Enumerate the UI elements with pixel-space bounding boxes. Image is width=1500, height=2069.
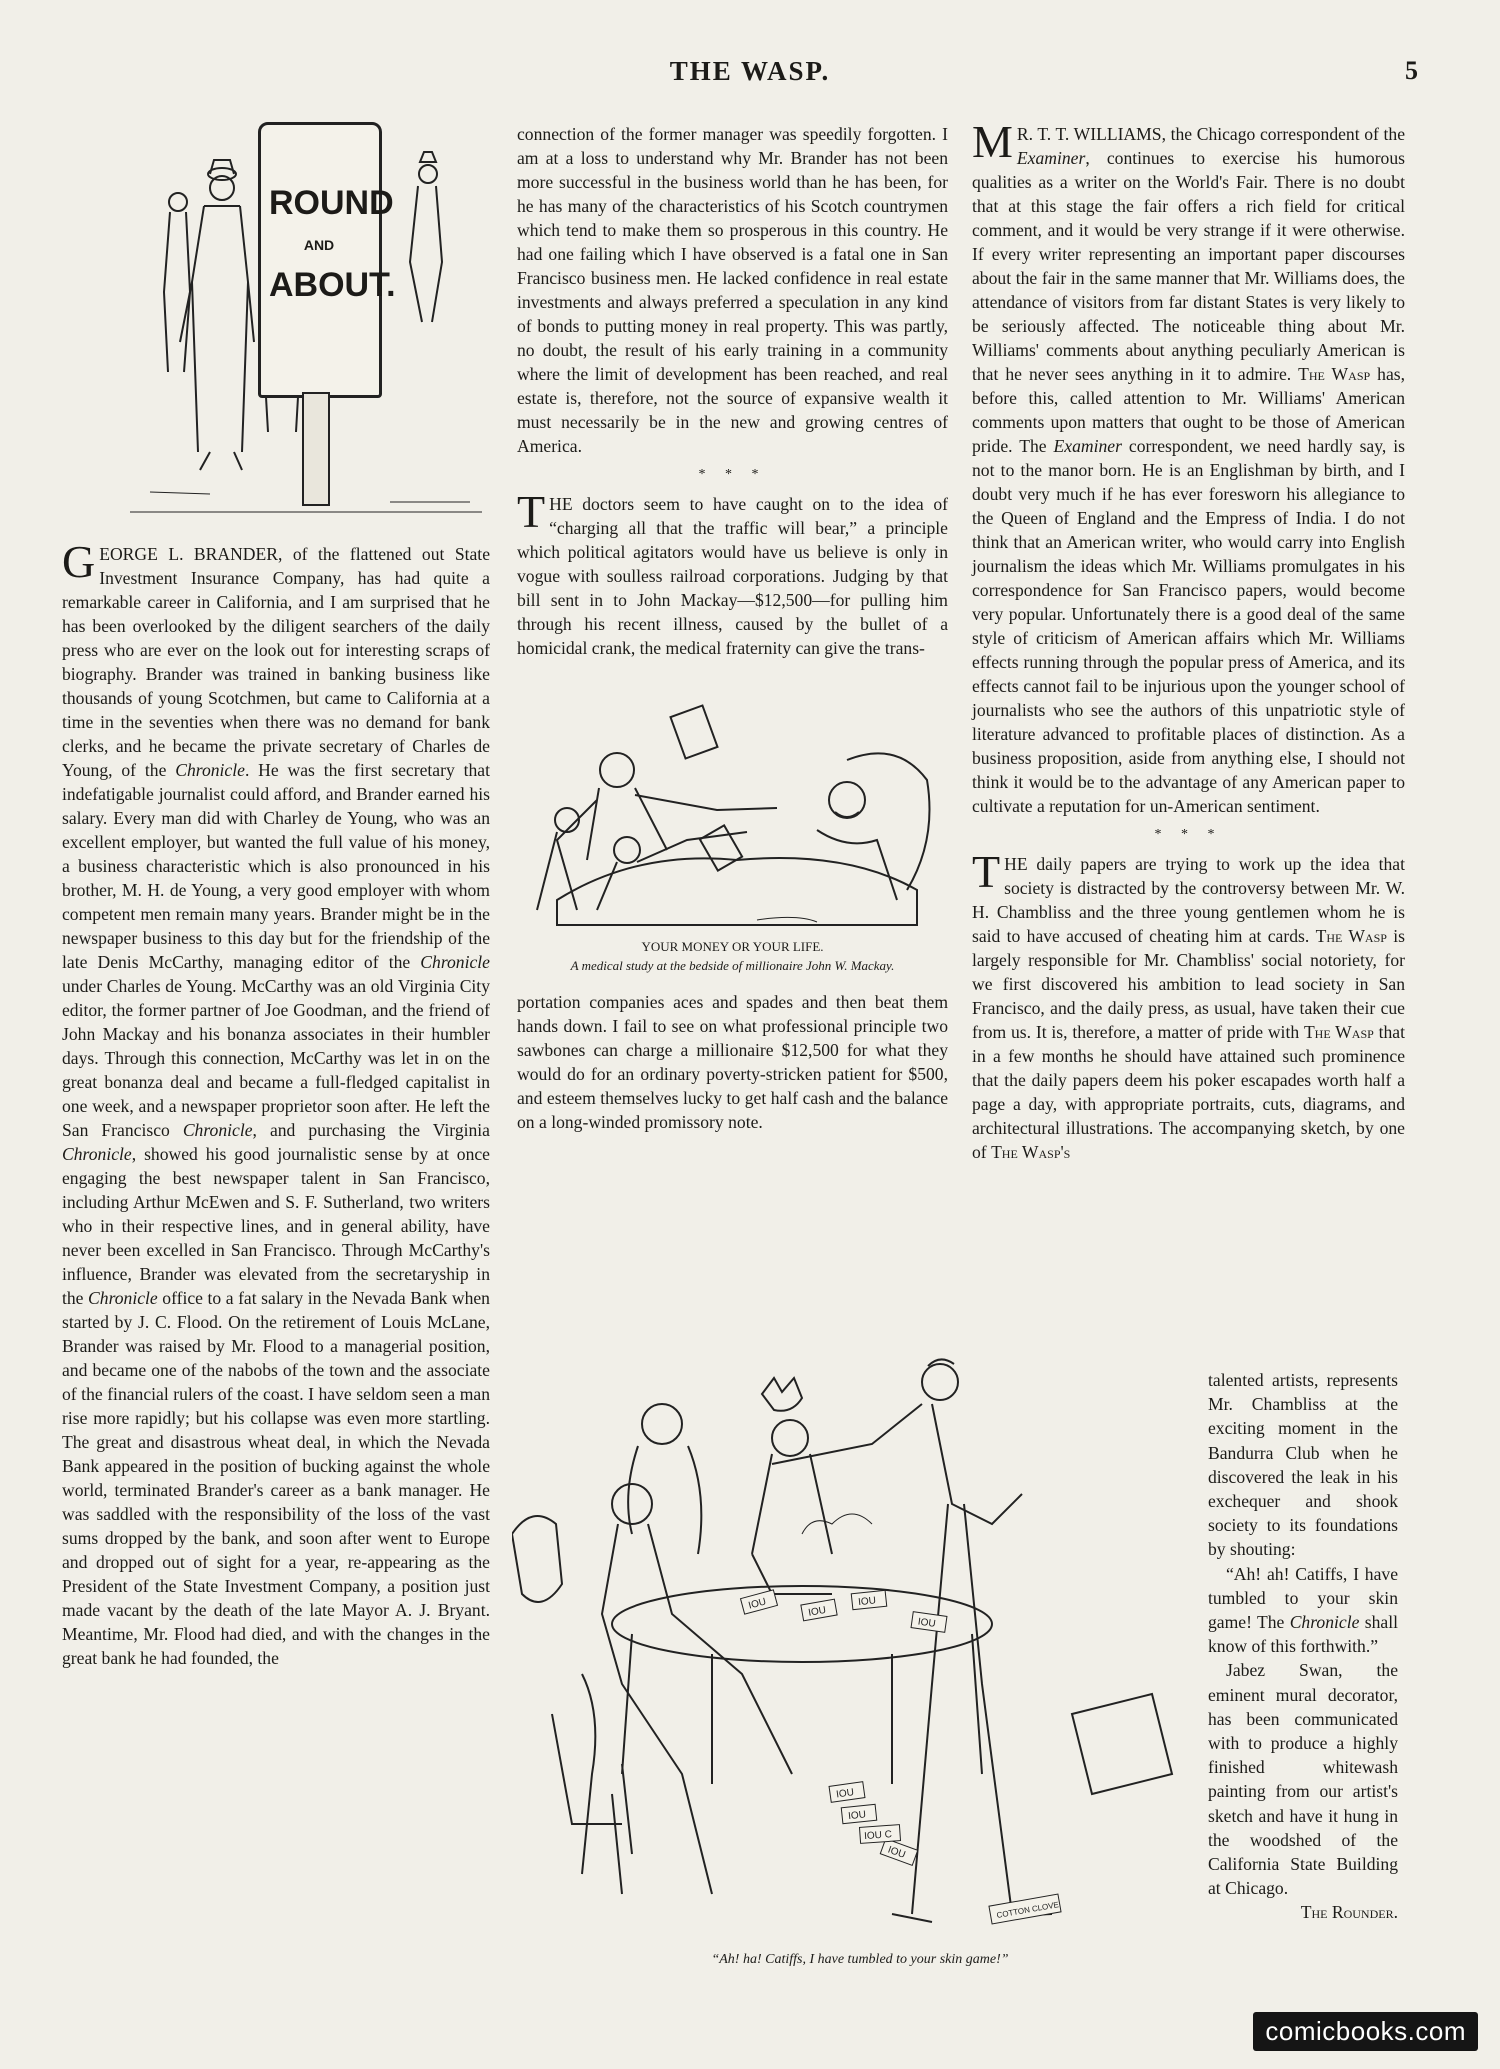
page-title: THE WASP.	[669, 56, 831, 86]
page-number: 5	[1405, 56, 1418, 85]
bottle	[989, 1894, 1061, 1924]
article-text: is largely responsible for Mr. Chambliss' social notoriety, for we first discovered his ambition to lead society in San Francisco, and the daily press, as usual, have taken their cue from us. It is, therefore, a matter of pride with	[972, 926, 1405, 1042]
iou-slip	[741, 1590, 778, 1614]
article-text: that in a few months he should have attained such prominence that the daily papers deem his poker escapades worth half a page a day, with appropriate portraits, cuts, diagrams, and architectural illustrations. The accompanying sketch, by one of	[972, 1022, 1405, 1162]
iou-slip	[911, 1612, 947, 1633]
wasp-smallcaps: The Wasp	[1303, 1022, 1374, 1042]
sign-line-round: ROUND	[269, 184, 394, 222]
byline-the-rounder: The Rounder.	[1300, 1902, 1398, 1923]
card-game-drawing	[512, 1354, 1206, 1954]
money-or-life-drawing	[517, 700, 948, 930]
examiner-italic: Examiner	[1016, 148, 1086, 168]
article-doctors-continued: portation companies aces and spades and then beat them hands down. I fail to see on what professional principle two sawbones can charge a millionaire $12,500 for what they would do for an ordinary poverty-stricken patient for $500, and esteem themselves lucky to get half cash and the balance on a long-winded promissory note.	[517, 992, 948, 1132]
article-chambliss	[972, 846, 1405, 1164]
iou-slip	[841, 1804, 876, 1823]
article-text: correspondent, we need hardly say, is not to the manor born. He is an Englishman by birth, and I doubt very much if he has ever foresworn his allegiance to the Queen of England and the Empress of India. I do not think that an American writer, who would carry into English journalism the ideas which Mr. Williams promulgates in his correspondence for San Francisco papers, would become very popular. Unfortunately there is a good deal of the same style of criticism of American affairs which Mr. Williams effects running through the popular press of America, and its effects cannot fail to be injurious upon the younger school of journalists who see the authors of this unpatriotic style of literature advanced to profitable places of distinction. As a business proposition, aside from anything else, I should not think it would be to the advantage of any American paper to cultivate a reputation for un-American sentiment.	[972, 436, 1405, 816]
money-caption-title: YOUR MONEY OR YOUR LIFE.	[641, 939, 824, 954]
article-text: HE doctors seem to have caught on to the idea of “charging all that the traffic will bear,” a principle which political agitators would have us believe is only in vogue with soulless railroad corporations. Judging by that bill sent in to John Mackay—$12,500—for pulling him through his recent illness, caused by the bullet of a homicidal crank, the medical fraternity can give the trans-	[517, 494, 948, 658]
chronicle-italic: Chronicle	[182, 1120, 253, 1140]
dropcap-t: T	[517, 486, 546, 537]
column-3-narrow	[1208, 1368, 1398, 1925]
article-text: , of the flattened out State Investment Insurance Company, has had quite a remarkable career in California, and I am surprised that he has been overlooked by the diligent searchers of the daily press who are ever on the look out for interesting scraps of biography. Brander was trained in banking business like thousands of young Scotchmen, but came to California at a time in the seventies when there was no demand for bank clerks, and he became the private secretary of Charles de Young, of the	[62, 544, 491, 780]
iou-label: IOU C	[863, 1829, 893, 1843]
article-text: HE daily papers are trying to work up the idea that society is distracted by the controversy between Mr. W. H. Chambliss and the three young gentlemen whom he is said to have accused of cheating him at cards.	[972, 854, 1405, 946]
iou-label: IOU	[847, 1809, 867, 1823]
article-text: , continues to exercise his humorous qualities as a writer on the World's Fair. There is no doubt that at this stage the fair offers a rich field for critical comment, and it would be very strange if it were otherwise. If every writer representing an important paper discourses about the fair in the same manner that Mr. Williams does, the attendance of visitors from far distant States is very likely to be seriously affected. The noticeable thing about Mr. Williams' comments about anything peculiarly American is that he never sees anything in it to admire.	[972, 148, 1405, 384]
article-doctors	[517, 486, 948, 660]
section-divider: * * *	[1154, 827, 1223, 842]
article-text: has, before this, called attention to Mr. Williams' American comments upon matters that ought to be those of American pride. The	[972, 364, 1406, 456]
dropcap-g: G	[62, 536, 96, 587]
chambliss-quote	[1208, 1562, 1398, 1659]
chronicle-italic: Chronicle	[175, 760, 245, 780]
iou-label: IOU	[917, 1616, 937, 1630]
site-watermark: comicbooks.com	[1253, 2012, 1478, 2051]
article-lead: EORGE L. BRANDER	[99, 544, 278, 564]
article-text: under Charles de Young. McCarthy was an old Virginia City editor, the former partner of Joe Goodman, and the friend of John Mackay and his bonanza associates in their humbler days. Through this connection, McCarthy was let in on the great bonanza deal and became a full-fledged capitalist in one week, and a newspaper proprietor soon after. He left the San Francisco	[62, 976, 490, 1140]
iou-label: IOU	[807, 1604, 827, 1619]
your-money-illustration	[517, 700, 948, 930]
article-williams	[972, 116, 1406, 818]
iou-slip	[801, 1599, 837, 1621]
wasp-smallcaps: The Wasp	[1298, 364, 1371, 384]
article-lead: R. T. T. WILLIAMS	[1016, 124, 1162, 144]
article-chambliss-continued: talented artists, represents Mr. Chambliss at the exciting moment in the Bandurra Club when he discovered the leak in his exchequer and shook society to its foundations by shouting:	[1208, 1370, 1398, 1560]
iou-slip	[859, 1825, 900, 1844]
column-1	[62, 122, 490, 1670]
iou-slip	[880, 1839, 917, 1866]
round-and-about-illustration	[130, 122, 482, 522]
bottle-label: COTTON CLOVE	[995, 1900, 1060, 1920]
chronicle-italic: Chronicle	[420, 952, 490, 972]
article-text: , the Chicago correspondent of the	[1161, 124, 1405, 144]
article-text: office to a fat salary in the Nevada Bank when started by J. C. Flood. On the retirement of Louis McLane, Brander was raised by Mr. Flood to a managerial position, and became one of the nabobs of the town and the associate of the financial rulers of the coast. I have seldom seen a man rise more rapidly; but his collapse was even more startling. The great and disastrous wheat deal, in which the Nevada Bank appeared in the position of bucking against the whole world, terminated Brander's career as a bank manager. He was saddled with the responsibility of the loss of the vast sums dropped by the bank, and soon after went to Europe and dropped out of sight for a year, re-appearing as the President of the State Investment Company, a position just made vacant by the death of the late Mayor A. J. Bryant. Meantime, Mr. Flood had died, and with the changes in the great bank he had founded, the	[62, 1288, 490, 1668]
sign-line-and: AND	[303, 237, 335, 253]
round-and-about-sign	[258, 122, 396, 398]
sign-post	[302, 392, 330, 506]
card-game-caption: “Ah! ha! Catiffs, I have tumbled to your skin game!”	[711, 1952, 1009, 1967]
sign-line-about: ABOUT.	[269, 266, 396, 304]
section-divider: * * *	[698, 467, 767, 482]
article-brander-continued: connection of the former manager was speedily forgotten. I am at a loss to understand why Mr. Brander has not been more successful in the business world than he has been, for he has many of the characteristics of his Scotch countrymen which tend to make them so prosperous in this country. He had one failing which I have observed is a fatal one in San Francisco business men. He lacked confidence in real estate investments and always preferred a speculation in any kind of bonds to putting money in real property. This was partly, no doubt, the result of his early training in a community where the limit of development has been reached, and real estate is, therefore, not the source of expansive wealth it must necessarily be in the new and growing centres of America.	[517, 124, 948, 456]
article-brander	[62, 536, 491, 1670]
money-caption-subtitle: A medical study at the bedside of millionaire John W. Mackay.	[570, 958, 895, 973]
iou-label: IOU	[857, 1595, 877, 1609]
column-3	[972, 116, 1406, 1164]
article-text: , and purchasing the Virginia	[252, 1120, 490, 1140]
iou-label: IOU	[835, 1787, 855, 1801]
examiner-italic: Examiner	[1053, 436, 1122, 456]
quote-text: shall know of this forthwith.”	[1208, 1612, 1398, 1657]
card-game-illustration	[512, 1354, 1206, 1954]
wasp-smallcaps: The Wasp	[1315, 926, 1387, 946]
iou-slip	[829, 1782, 865, 1803]
money-caption-block	[517, 938, 948, 974]
iou-label: IOU	[886, 1844, 907, 1861]
chronicle-italic: Chronicle	[62, 1144, 132, 1164]
article-text: . He was the first secretary that indefatigable journalist could afford, and Brander earned his salary. Every man did with Charley de Young, who was an excellent employer, but wanted the full value of his money, a business characteristic which is also pronounced in his brother, M. H. de Young, a very good employer with whom competent men remain many years. Brander might be in the newspaper business to this day but for the friendship of the late Denis McCarthy, managing editor of the	[62, 760, 490, 972]
wasp-smallcaps: The Wasp's	[991, 1142, 1071, 1162]
dropcap-t: T	[972, 846, 1001, 897]
article-swan: Jabez Swan, the eminent mural decorator, has been communicated with to produce a highly finished whitewash painting from our artist's sketch and have it hung in the woodshed of the California State Building at Chicago.	[1208, 1660, 1398, 1899]
dropcap-m: M	[972, 116, 1013, 167]
chronicle-italic: Chronicle	[88, 1288, 158, 1308]
quote-text: “Ah! ah! Catiffs, I have tumbled to your skin game! The	[1208, 1563, 1398, 1633]
iou-slip	[851, 1590, 886, 1609]
iou-label: IOU	[747, 1596, 768, 1612]
article-text: , showed his good journalistic sense by at once engaging the best newspaper talent in San Francisco, including Arthur McEwen and S. F. Sutherland, two writers who in their respective lines, and in general ability, have never been excelled in San Francisco. Through McCarthy's influence, Brander was elevated from the secretaryship in the	[62, 1144, 490, 1308]
chronicle-italic: Chronicle	[1289, 1612, 1360, 1633]
column-2	[517, 122, 948, 1134]
page-header	[0, 56, 1500, 96]
